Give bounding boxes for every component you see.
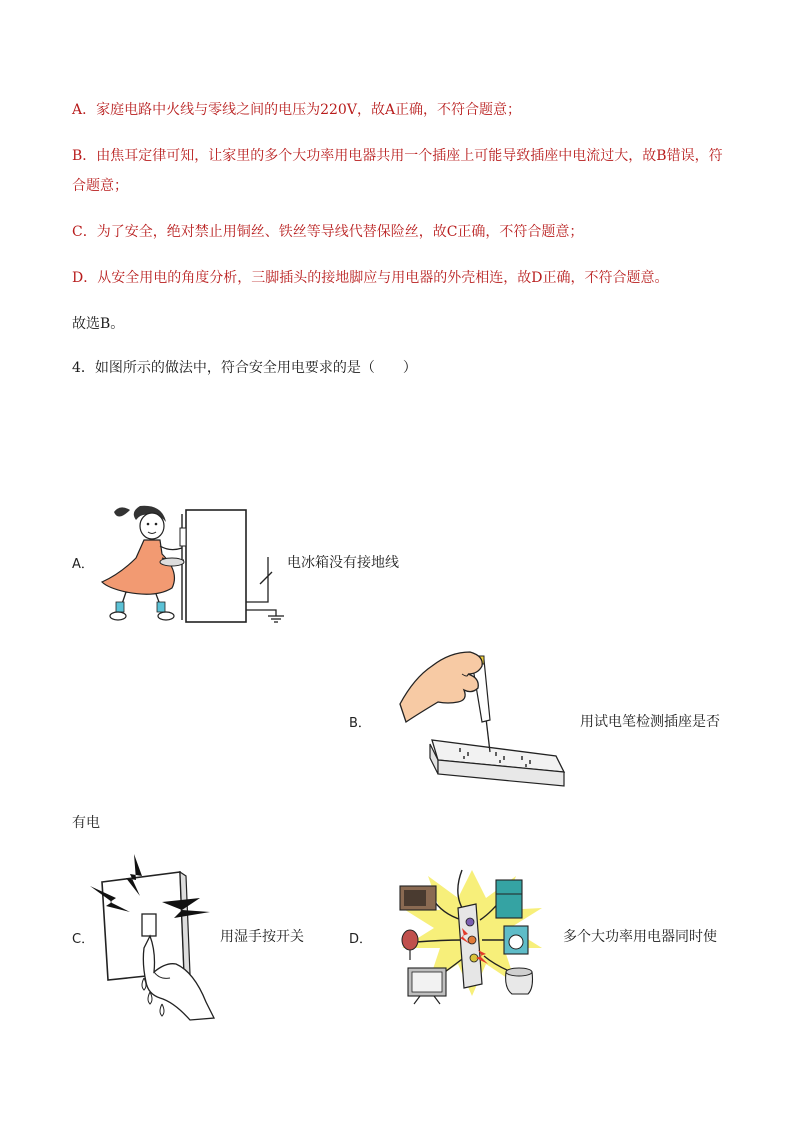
option-a-text: 电冰箱没有接地线 (287, 555, 399, 571)
explanation-c: C．为了安全，绝对禁止用铜丝、铁丝等导线代替保险丝，故C正确，不符合题意； (72, 224, 584, 240)
option-a-label: A． (72, 557, 94, 572)
option-b-text: 用试电笔检测插座是否 (580, 714, 720, 730)
girl-refrigerator-illustration (100, 502, 285, 630)
explanation-b-line1: B．由焦耳定律可知，让家里的多个大功率用电器共用一个插座上可能导致插座中电流过大，故B错误，符 (72, 148, 723, 164)
wet-hand-switch-illustration (90, 852, 220, 1022)
test-pen-socket-illustration (398, 644, 568, 802)
answer-text: 故选B。 (72, 316, 125, 332)
option-d-label: D． (349, 932, 373, 947)
option-b-label: B． (349, 716, 371, 731)
question-stem: 4．如图所示的做法中，符合安全用电要求的是（ ） (72, 360, 417, 376)
overloaded-power-strip-illustration (392, 856, 552, 1016)
explanation-a: A．家庭电路中火线与零线之间的电压为220V，故A正确，不符合题意； (72, 102, 522, 118)
explanation-b-line2: 合题意； (72, 178, 128, 194)
option-d-text: 多个大功率用电器同时使 (563, 929, 717, 945)
option-c-label: C． (72, 932, 95, 947)
option-b-text-wrap: 有电 (72, 815, 100, 831)
explanation-d: D．从安全用电的角度分析，三脚插头的接地脚应与用电器的外壳相连，故D正确，不符合题意。 (72, 270, 669, 286)
option-c-text: 用湿手按开关 (220, 929, 304, 945)
